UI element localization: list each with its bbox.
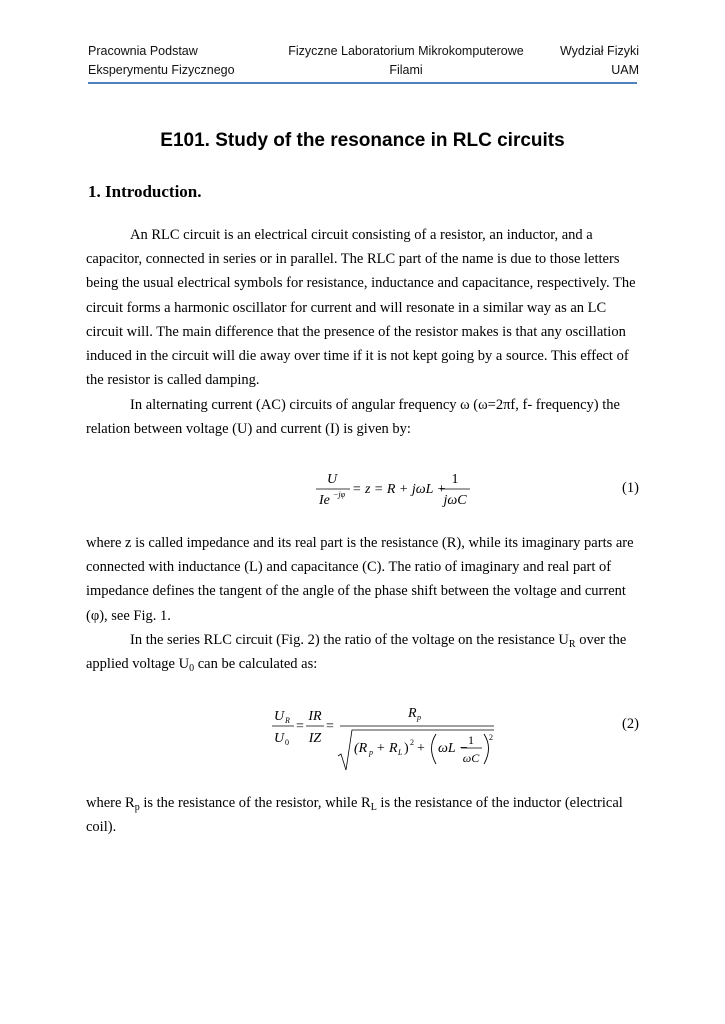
paragraph-series-rlc bbox=[86, 628, 638, 676]
header-right-line1: Wydział Fizyki bbox=[559, 44, 639, 58]
eq2-mid-denominator: IZ bbox=[308, 731, 322, 746]
header-left-line2: Eksperymentu Fizycznego bbox=[88, 63, 235, 77]
p4-text-2: over the applied voltage U bbox=[86, 632, 627, 673]
p5-text-1: where R bbox=[86, 795, 135, 811]
eq2-lhs-denominator-sub: 0 bbox=[285, 738, 289, 747]
equation-2-number: (2) bbox=[622, 716, 639, 732]
eq2-rp-close: ) bbox=[404, 741, 409, 756]
header-center bbox=[250, 42, 562, 80]
eq2-rl: + R bbox=[376, 741, 398, 756]
eq2-rp-open: (R bbox=[354, 741, 368, 756]
p5-text-2: is the resistance of the resistor, while R bbox=[139, 795, 371, 811]
eq2-left-paren bbox=[432, 734, 437, 764]
eq2-lhs-numerator: U bbox=[274, 709, 285, 724]
p5-sub-p: p bbox=[134, 802, 140, 813]
eq2-square-1: 2 bbox=[410, 738, 414, 747]
eq2-rhs-numerator: R bbox=[408, 706, 417, 721]
eq2-plus: + bbox=[417, 741, 425, 756]
eq2-inner-denominator: ωC bbox=[462, 751, 480, 765]
eq1-frac2-denominator: jωC bbox=[443, 493, 467, 508]
p5-sub-l: L bbox=[370, 802, 377, 813]
eq2-omega-l: ωL − bbox=[438, 741, 469, 756]
eq1-denominator-exponent: −jφ bbox=[333, 490, 346, 499]
header-center-line2: Filami bbox=[389, 63, 423, 77]
eq2-lhs-denominator: U bbox=[274, 731, 285, 746]
eq2-rl-sub: L bbox=[398, 748, 403, 757]
eq2-equals-2: = bbox=[326, 719, 334, 734]
eq1-frac2-numerator: 1 bbox=[451, 472, 459, 487]
header-divider bbox=[88, 82, 637, 84]
section-heading: 1. Introduction. bbox=[88, 182, 202, 201]
eq2-rp-sub: p bbox=[369, 748, 373, 757]
paragraph-resistances bbox=[86, 791, 638, 839]
eq2-rhs-numerator-sub: p bbox=[417, 713, 421, 722]
header-left-line1: Pracownia Podstaw bbox=[88, 44, 198, 58]
equation-1-number: (1) bbox=[622, 480, 639, 496]
eq1-numerator: U bbox=[326, 472, 338, 487]
p4-sub-0: 0 bbox=[189, 663, 195, 675]
p4-text-3: can be calculated as: bbox=[194, 656, 318, 673]
eq2-square-2: 2 bbox=[489, 733, 493, 742]
equation-1 bbox=[312, 466, 482, 512]
eq1-middle: = z = R + jωL + bbox=[352, 482, 447, 497]
p4-text-1: In the series RLC circuit (Fig. 2) the ratio of the voltage on the resistance U bbox=[130, 632, 569, 648]
eq2-right-paren bbox=[484, 734, 489, 764]
header-center-line1: Fizyczne Laboratorium Mikrokomputerowe bbox=[288, 44, 524, 58]
eq1-denominator: Ie bbox=[319, 493, 330, 508]
header-left bbox=[88, 42, 235, 80]
eq2-inner-numerator: 1 bbox=[468, 733, 474, 747]
p4-sub-r: R bbox=[568, 639, 576, 650]
header-right-line2: UAM bbox=[611, 63, 639, 77]
eq2-mid-numerator: IR bbox=[308, 709, 322, 724]
eq2-equals-1: = bbox=[296, 719, 304, 734]
paragraph-impedance: where z is called impedance and its real part is the resistance (R), while its imaginary parts are connected with inductance (L) and capacitance (C). The ratio of imaginary and real part of impedance defines the tangent of the angle of the phase shift between the voltage and current (φ), see Fig. 1. bbox=[86, 535, 634, 624]
equation-2 bbox=[268, 700, 500, 778]
p5-text-3: is the resistance of the inductor (electrical coil). bbox=[86, 795, 623, 836]
paragraph-ac-relation: In alternating current (AC) circuits of angular frequency ω (ω=2πf, f- frequency) the relation between voltage (U) and current (I) is given by: bbox=[86, 397, 620, 438]
document-title: E101. Study of the resonance in RLC circuits bbox=[160, 130, 565, 151]
eq2-lhs-numerator-sub: R bbox=[285, 716, 290, 725]
header-right bbox=[560, 42, 639, 80]
paragraph-intro: An RLC circuit is an electrical circuit consisting of a resistor, an inductor, and a capacitor, connected in series or in parallel. The RLC part of the name is due to those letters being the usual electrical symbols for resistance, inductance and capacitance, respectively. The circuit forms a harmonic oscillator for current and will resonate in a similar way as an LC circuit will. The main difference that the presence of the resistor makes is that any oscillation induced in the circuit will die away over time if it is not kept going by a source. This effect of the resistor is called damping. bbox=[86, 227, 636, 389]
